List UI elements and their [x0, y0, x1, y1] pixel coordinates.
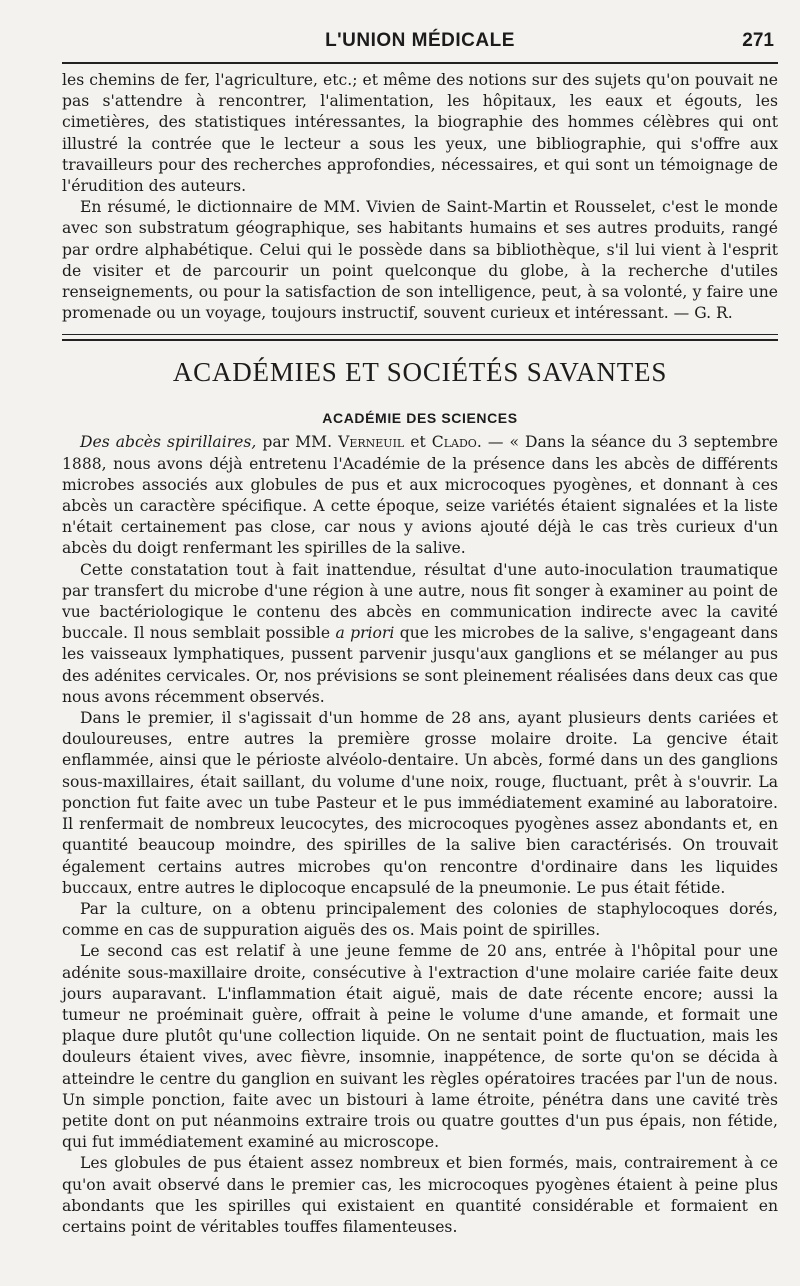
review-summary-paragraph: En résumé, le dictionnaire de MM. Vivien de Saint-Martin et Rousselet, c'est le monde avec son substratum géographique, ses habitants humains et ses autres produits, rangé par ordre alphabétique. Celui qui le possède dans sa bibliothèque, s'il lui vient à l'esprit de visiter et de parcourir un point quelconque du globe, à la recherche d'utiles renseignements, ou pour la satisfaction de son intelligence, peut, à sa volonté, y faire une promenade ou un voyage, toujours instructif, souvent curieux et intéressant. — G. R. [62, 198, 778, 323]
article-paragraph-text: Cette constatation tout à fait inattendue, résultat d'une auto-inoculation traumatique par transfert du microbe d'une région à une autre, nous fit songer à examiner au point de vue bactériologique le contenu des abcès en communication indirecte avec la cavité buccale. Il nous semblait possible [62, 560, 778, 643]
review-continuation-paragraph: les chemins de fer, l'agriculture, etc.; et même des notions sur des sujets qu'on pouvait ne pas s'attendre à rencontrer, l'alimentation, les hôpitaux, les eaux et égouts, les cimetières, des statistiques intéressantes, la biographie des hommes célèbres qui ont illustré la contrée que le lecteur a sous les yeux, une bibliographie, qui s'offre aux travailleurs pour des recherches approfondies, nécessaires, et qui sont un témoignage de l'érudition des auteurs. [62, 71, 778, 196]
review-text [62, 70, 778, 324]
article-intro-paragraph [62, 432, 778, 559]
latin-phrase: a priori [335, 624, 395, 643]
author-conjunction: et [410, 433, 426, 452]
subsection-title: ACADÉMIE DES SCIENCES [322, 410, 518, 427]
author-name: Clado [431, 433, 477, 452]
article-paragraph: Par la culture, on a obtenu principalement des colonies de staphylocoques dorés, comme en cas de suppuration aiguës des os. Mais point de spirilles. [62, 899, 778, 940]
page-number: 271 [742, 30, 774, 51]
section-title: ACADÉMIES ET SOCIÉTÉS SAVANTES [172, 357, 668, 388]
article-by: par MM. [262, 433, 333, 452]
section-divider [62, 334, 778, 341]
article-intro-text: . — « Dans la séance du 3 septembre 1888, nous avons déjà entretenu l'Académie de la présence dans les abcès de différents microbes associés aux globules de pus et aux microcoques pyogènes, et donnant à ces abcès un caractère spécifique. A cette époque, seize variétés étaient signalées et la liste n'était certainement pas close, car nous y avions ajouté déjà le cas très curieux d'un abcès du doigt renfermant les spirilles de la salive. [62, 433, 778, 558]
article-paragraph [62, 560, 778, 708]
running-head [62, 26, 778, 62]
header-rule [62, 62, 778, 64]
article-paragraph-text: que les microbes de la salive, s'engageant dans les vaisseaux lymphatiques, pussent parvenir jusqu'aux ganglions et se mélanger au pus des adénites cervicales. Or, nos prévisions se sont pleinement réalisées dans deux cas que nous avons récemment observés. [62, 624, 778, 706]
article-topic: Des abcès spirillaires, [80, 433, 257, 452]
article-paragraph: Dans le premier, il s'agissait d'un homme de 28 ans, ayant plusieurs dents cariées et douloureuses, entre autres la première grosse molaire droite. La gencive était enflammée, ainsi que le périoste alvéolo-dentaire. Un abcès, formé dans un des ganglions sous-maxillaires, était saillant, du volume d'une noix, rouge, fluctuant, prêt à s'ouvrir. La ponction fut faite avec un tube Pasteur et le pus immédiatement examiné au laboratoire. Il renfermait de nombreux leucocytes, des microcoques pyogènes assez abondants et, en quantité beaucoup moindre, des spirilles de la salive bien caractérisés. On trouvait également certains autres microbes qu'on rencontre d'ordinaire dans les liquides buccaux, entre autres le diplocoque encapsulé de la pneumonie. Le pus était fétide. [62, 709, 778, 897]
article-paragraph: Le second cas est relatif à une jeune femme de 20 ans, entrée à l'hôpital pour une adénite sous-maxillaire droite, consécutive à l'extraction d'une molaire cariée faite deux jours auparavant. L'inflammation était aiguë, mais de date récente encore; aussi la tumeur ne proéminait guère, offrait à peine le volume d'une amande, et formait une plaque dure plutôt qu'une collection liquide. On ne sentait point de fluctuation, mais les douleurs étaient vives, avec fièvre, insomnie, inappétence, de sorte qu'on se décida à atteindre le centre du ganglion en suivant les règles opératoires tracées par l'un de nous. Un simple ponction, faite avec un bistouri à lame étroite, pénétra dans une cavité très petite dont on put néanmoins extraire trois ou quatre gouttes d'un pus épais, non fétide, qui fut immédiatement examiné au microscope. [62, 942, 778, 1152]
article-text [62, 432, 778, 1238]
article-paragraph: Les globules de pus étaient assez nombreux et bien formés, mais, contrairement à ce qu'on avait observé dans le premier cas, les microcoques pyogènes étaient à peine plus abondants que les spirilles qui existaient en quantité considérable et formaient en certains point de véritables touffes filamenteuses. [62, 1154, 778, 1236]
author-name: Verneuil [338, 433, 405, 452]
journal-title: L'UNION MÉDICALE [325, 30, 515, 51]
